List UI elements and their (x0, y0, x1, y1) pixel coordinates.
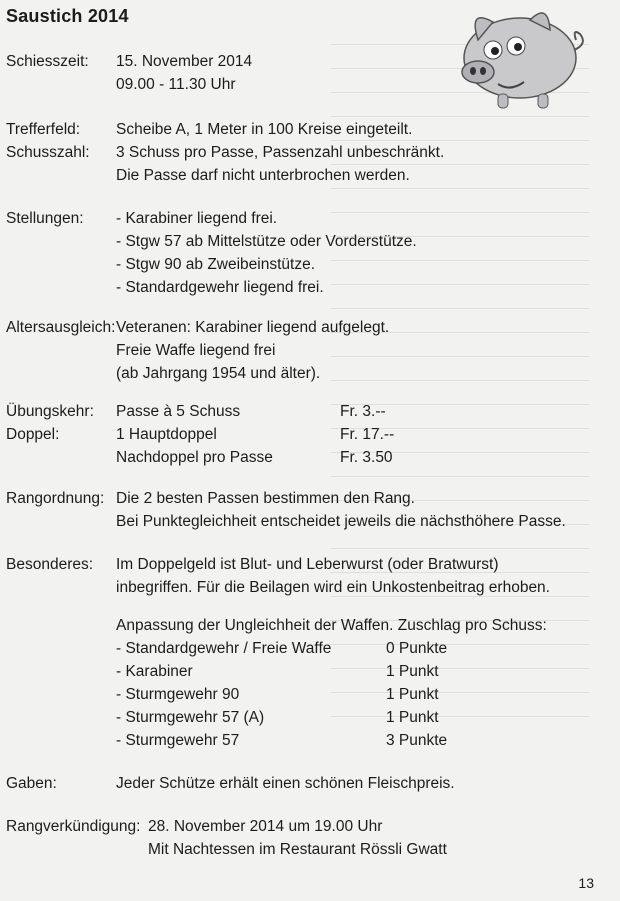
besonderes-line-1: Im Doppelgeld ist Blut- und Leberwurst (oder Bratwurst) (116, 556, 499, 573)
altersausgleich-line-2: Freie Waffe liegend frei (116, 342, 276, 359)
altersausgleich-line-3: (ab Jahrgang 1954 und älter). (116, 365, 321, 382)
gaben-value: Jeder Schütze erhält einen schönen Fleischpreis. (116, 775, 455, 792)
rangverkuendigung-label: Rangverkündigung: (6, 818, 141, 835)
schusszahl-line-2: Die Passe darf nicht unterbrochen werden. (116, 167, 410, 184)
schusszahl-line-1: 3 Schuss pro Passe, Passenzahl unbeschränkt. (116, 144, 445, 161)
anpassung-points: 1 Punkt (386, 663, 439, 680)
rangordnung-line-2: Bei Punktegleichheit entscheidet jeweils die nächsthöhere Passe. (116, 513, 566, 530)
rangverkuendigung-line-1: 28. November 2014 um 19.00 Uhr (148, 818, 383, 835)
anpassung-points: 3 Punkte (386, 732, 448, 749)
page-number: 13 (578, 875, 594, 891)
rangverkuendigung-line-2: Mit Nachtessen im Restaurant Rössli Gwatt (148, 841, 447, 858)
rangordnung-line-1: Die 2 besten Passen bestimmen den Rang. (116, 490, 415, 507)
altersausgleich-line-1: Veteranen: Karabiner liegend aufgelegt. (116, 319, 390, 336)
schiesszeit-time: 09.00 - 11.30 Uhr (116, 76, 236, 93)
price-item-value: Fr. 17.-- (340, 426, 395, 443)
anpassung-weapon: - Sturmgewehr 57 (A) (116, 709, 265, 726)
page-title: Saustich 2014 (6, 6, 129, 26)
price-item-desc: 1 Hauptdoppel (116, 426, 217, 443)
anpassung-weapon: - Sturmgewehr 90 (116, 686, 240, 703)
anpassung-weapon: - Standardgewehr / Freie Waffe (116, 640, 332, 657)
gaben-label: Gaben: (6, 775, 57, 792)
schiesszeit-date: 15. November 2014 (116, 53, 253, 70)
uebungskehr-label: Übungskehr: (6, 403, 94, 420)
stellungen-label: Stellungen: (6, 210, 84, 227)
anpassung-weapon: - Sturmgewehr 57 (116, 732, 240, 749)
anpassung-intro: Anpassung der Ungleichheit der Waffen. Zuschlag pro Schuss: (116, 617, 547, 634)
stellungen-line-3: - Stgw 90 ab Zweibeinstütze. (116, 256, 316, 273)
besonderes-line-2: inbegriffen. Für die Beilagen wird ein Unkostenbeitrag erhoben. (116, 579, 550, 596)
anpassung-points: 0 Punkte (386, 640, 448, 657)
stellungen-line-2: - Stgw 57 ab Mittelstütze oder Vorderstütze. (116, 233, 417, 250)
schiesszeit-label: Schiesszeit: (6, 53, 89, 70)
price-item-value: Fr. 3.50 (340, 449, 393, 466)
pig-illustration (438, 0, 588, 110)
price-item-desc: Nachdoppel pro Passe (116, 449, 273, 466)
price-item-desc: Passe à 5 Schuss (116, 403, 241, 420)
price-item-value: Fr. 3.-- (340, 403, 386, 420)
stellungen-line-1: - Karabiner liegend frei. (116, 210, 278, 227)
anpassung-points: 1 Punkt (386, 686, 439, 703)
doppel-label: Doppel: (6, 426, 60, 443)
trefferfeld-label: Trefferfeld: (6, 121, 81, 138)
altersausgleich-label: Altersausgleich: (6, 319, 116, 336)
besonderes-label: Besonderes: (6, 556, 94, 573)
anpassung-points: 1 Punkt (386, 709, 439, 726)
schusszahl-label: Schusszahl: (6, 144, 90, 161)
stellungen-line-4: - Standardgewehr liegend frei. (116, 279, 324, 296)
anpassung-weapon: - Karabiner (116, 663, 193, 680)
rangordnung-label: Rangordnung: (6, 490, 105, 507)
trefferfeld-value: Scheibe A, 1 Meter in 100 Kreise eingeteilt. (116, 121, 413, 138)
